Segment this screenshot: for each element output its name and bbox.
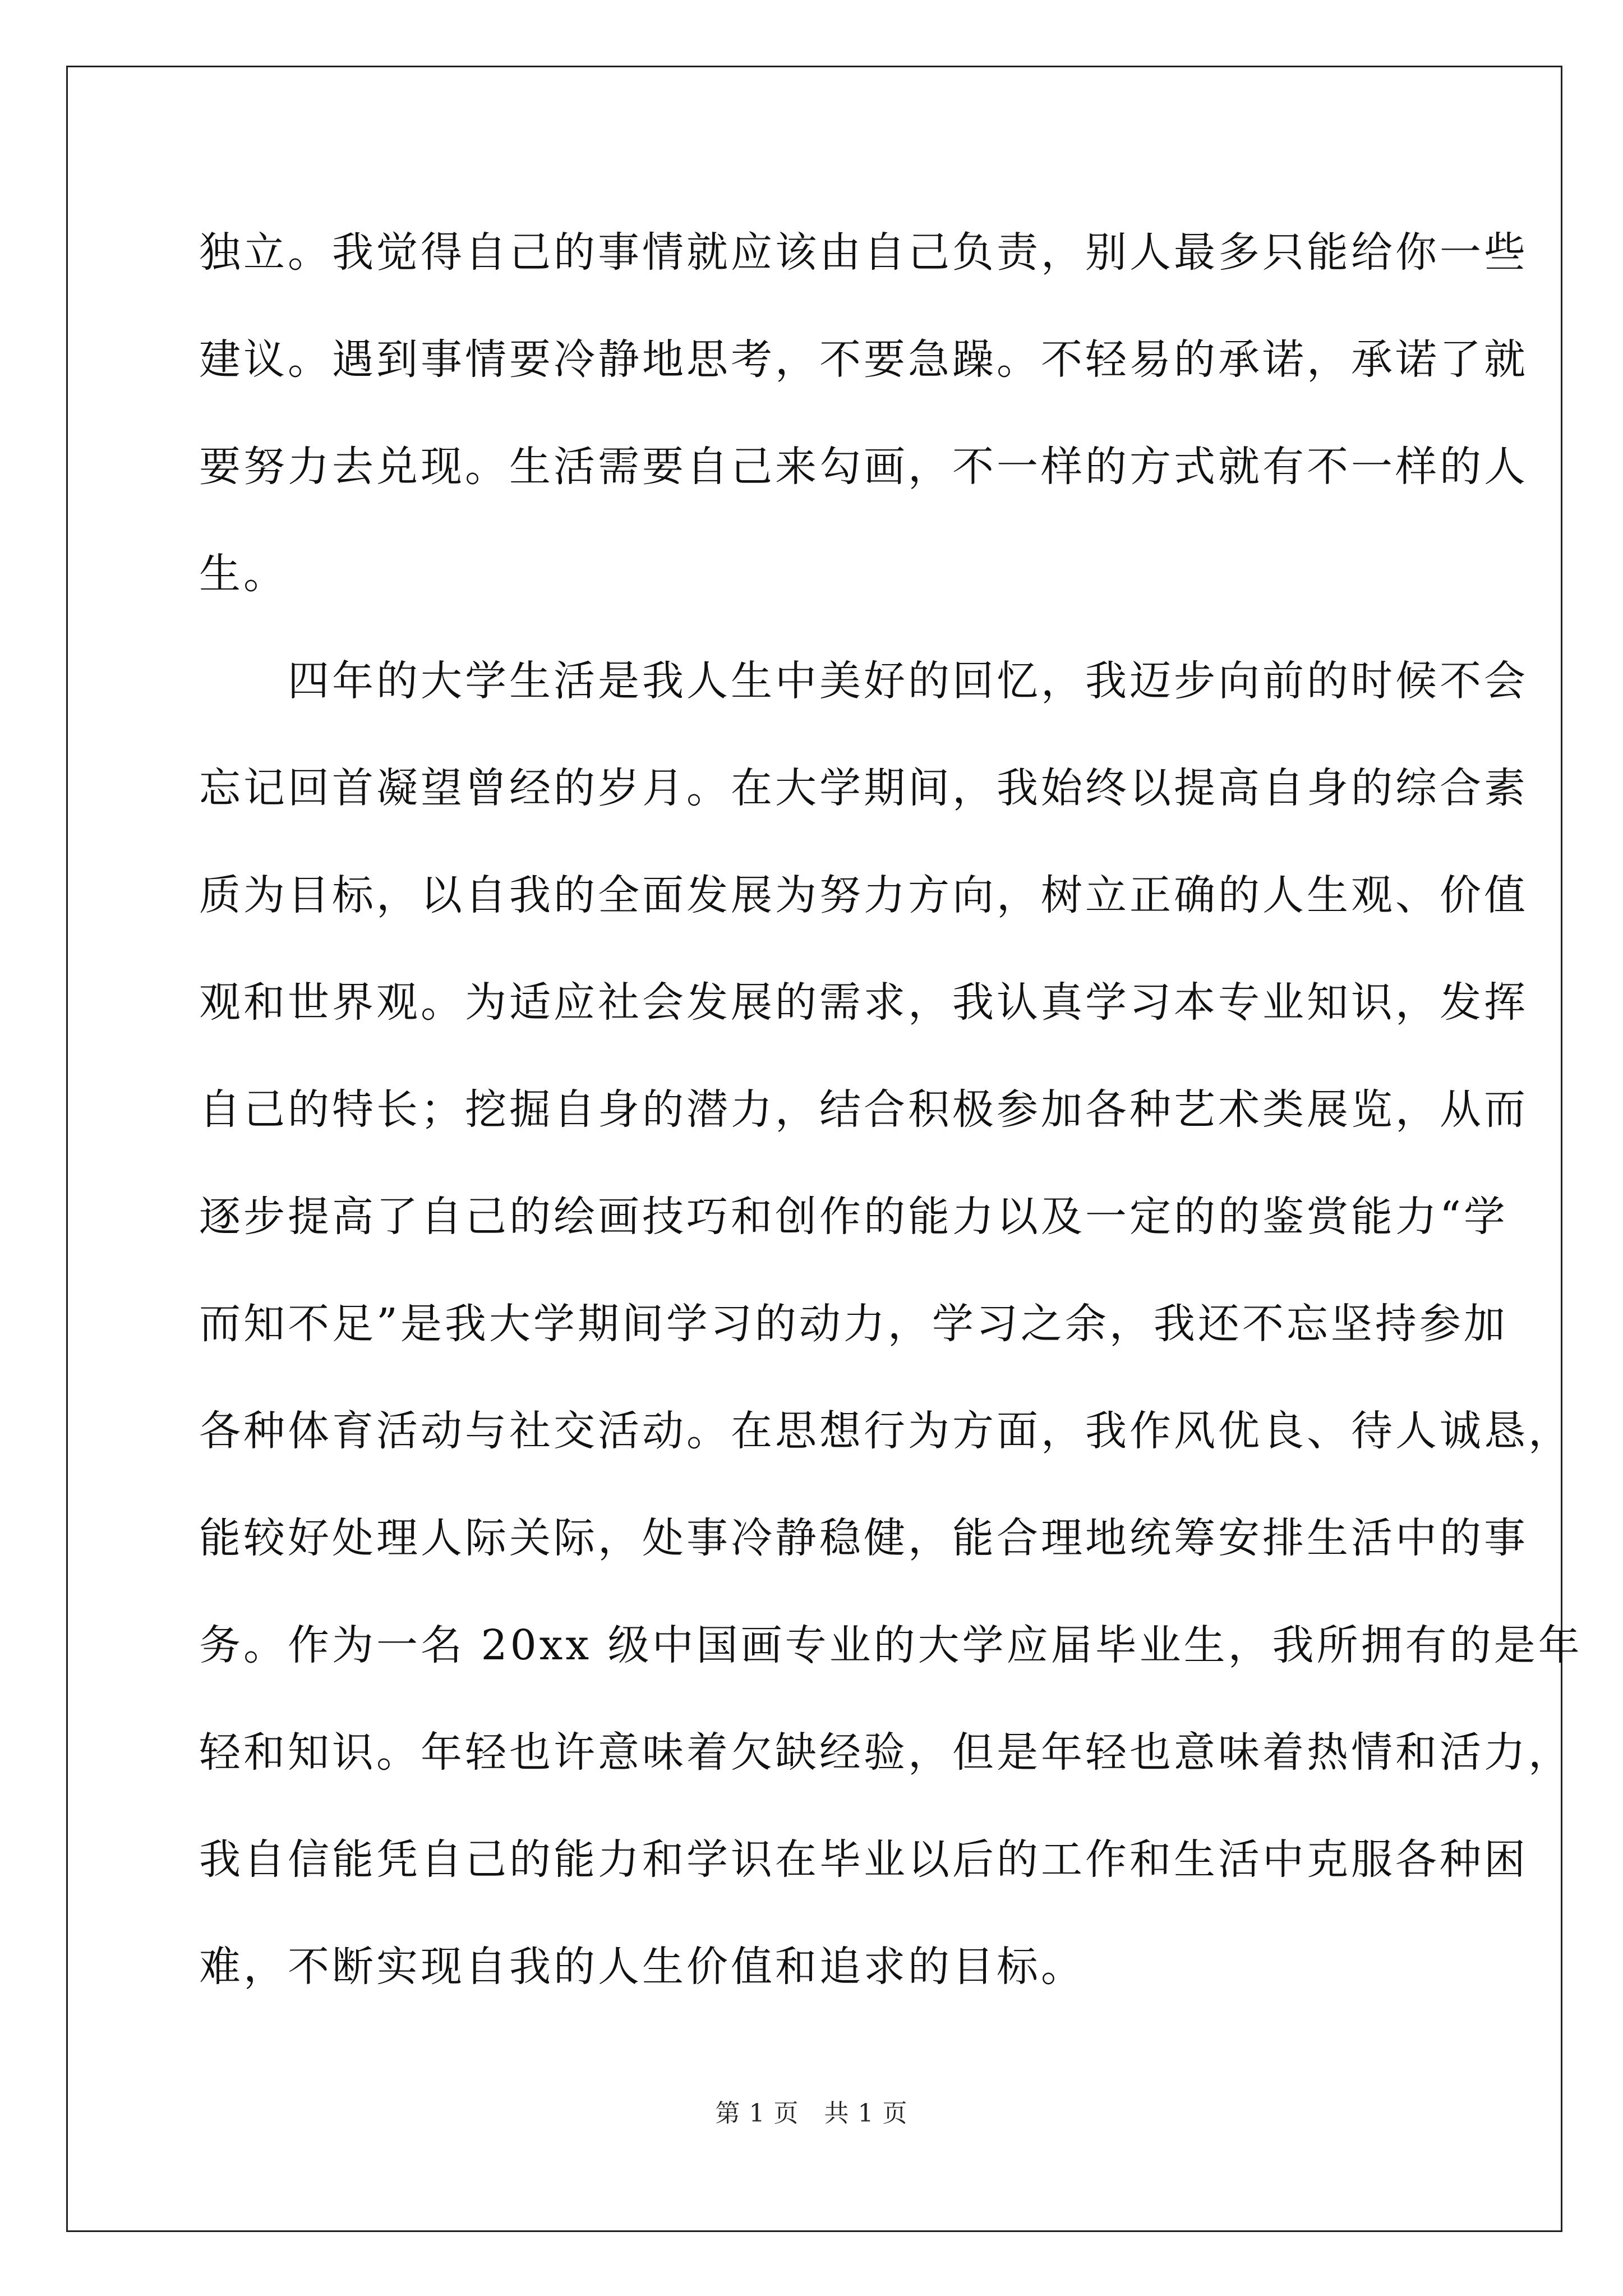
- text-line: 轻和知识。年轻也许意味着欠缺经验，但是年轻也意味着热情和活力，: [199, 1728, 1573, 1777]
- page-footer: 第 1 页 共 1 页: [715, 2099, 908, 2128]
- text-line: 要努力去兑现。生活需要自己来勾画，不一样的方式就有不一样的人: [199, 443, 1528, 491]
- text-line: 务。作为一名 20xx 级中国画专业的大学应届毕业生，我所拥有的是年: [199, 1621, 1583, 1669]
- text-line: 生。: [199, 550, 288, 598]
- text-line: 我自信能凭自己的能力和学识在毕业以后的工作和生活中克服各种困: [199, 1835, 1528, 1884]
- text-line: 难，不断实现自我的人生价值和追求的目标。: [199, 1943, 1085, 1991]
- text-line: 忘记回首凝望曾经的岁月。在大学期间，我始终以提高自身的综合素: [199, 764, 1528, 812]
- text-line: 观和世界观。为适应社会发展的需求，我认真学习本专业知识，发挥: [199, 978, 1528, 1027]
- text-line: 而知不足”是我大学期间学习的动力，学习之余，我还不忘坚持参加: [199, 1300, 1508, 1348]
- document-body: [199, 219, 1583, 2040]
- text-line: 自己的特长；挖掘自身的潜力，结合积极参加各种艺术类展览，从而: [199, 1085, 1528, 1134]
- text-line: 质为目标，以自我的全面发展为努力方向，树立正确的人生观、价值: [199, 871, 1528, 919]
- text-line: 建议。遇到事情要冷静地思考，不要急躁。不轻易的承诺，承诺了就: [199, 335, 1528, 384]
- text-line: 各种体育活动与社交活动。在思想行为方面，我作风优良、待人诚恳，: [199, 1407, 1573, 1455]
- text-line: 逐步提高了自己的绘画技巧和创作的能力以及一定的的鉴赏能力“学: [199, 1193, 1508, 1241]
- text-line: 四年的大学生活是我人生中美好的回忆，我迈步向前的时候不会: [199, 657, 1528, 705]
- text-line: 能较好处理人际关际，处事冷静稳健，能合理地统筹安排生活中的事: [199, 1514, 1528, 1562]
- text-line: 独立。我觉得自己的事情就应该由自己负责，别人最多只能给你一些: [199, 228, 1528, 277]
